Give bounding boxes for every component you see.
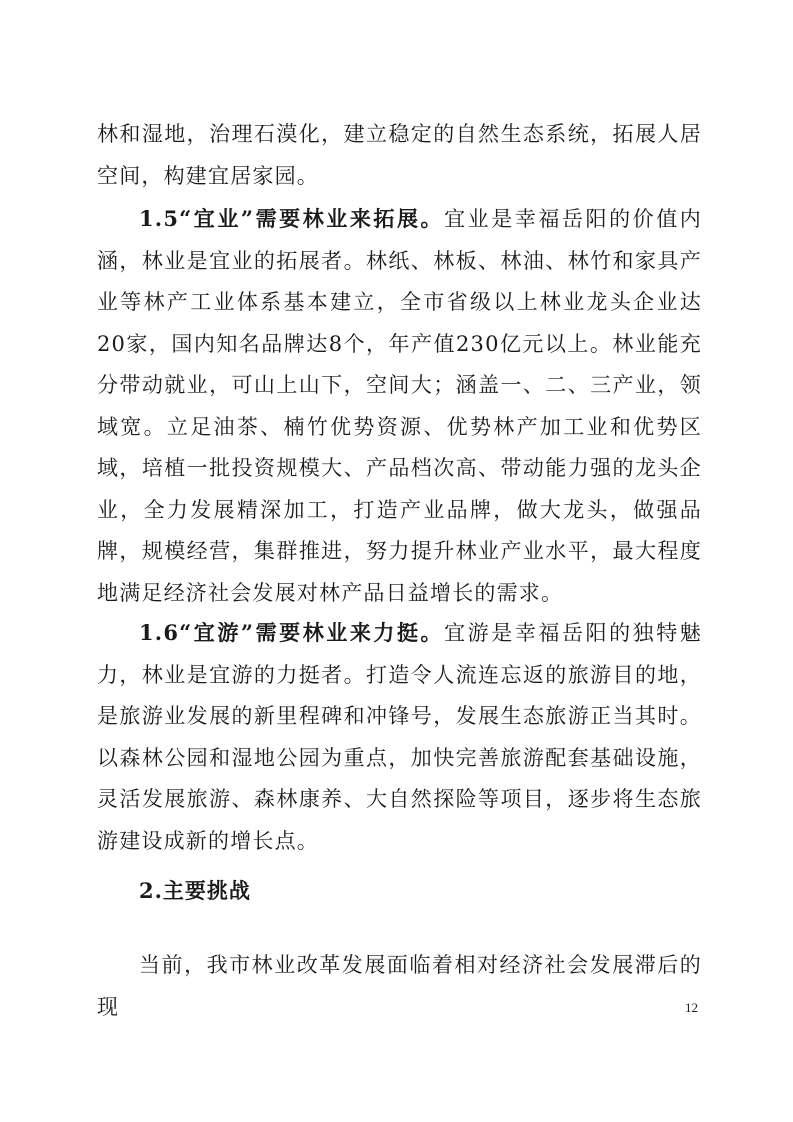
paragraph-continuation bbox=[97, 114, 702, 197]
paragraph-yiyou bbox=[97, 612, 702, 862]
paragraph-lead: 1.6“宜游”需要林业来力挺。 bbox=[139, 620, 445, 645]
section-heading: 2.主要挑战 bbox=[139, 878, 251, 903]
page-number: 12 bbox=[685, 1000, 698, 1015]
paragraph-body: 宜业是幸福岳阳的价值内涵，林业是宜业的拓展者。林纸、林板、林油、林竹和家具产业等林产工业体系基本建立，全市省级以上林业龙头企业达20家，国内知名品牌达8个，年产值230亿元以上。林业能充分带动就业，可山上山下，空间大；涵盖一、二、三产业，领域宽。立足油茶、楠竹优势资源、优势林产加工业和优势区域，培植一批投资规模大、产品档次高、带动能力强的龙头企业，全力发展精深加工，打造产业品牌，做大龙头，做强品牌，规模经营，集群推进，努力提升林业产业水平，最大程度地满足经济社会发展对林产品日益增长的需求。 bbox=[97, 207, 702, 605]
paragraph-body: 林和湿地，治理石漠化，建立稳定的自然生态系统，拓展人居空间，构建宜居家园。 bbox=[97, 122, 702, 188]
paragraph-yiye bbox=[97, 198, 702, 614]
paragraph-lead: 1.5“宜业”需要林业来拓展。 bbox=[139, 206, 445, 231]
paragraph-body: 宜游是幸福岳阳的独特魅力，林业是宜游的力挺者。打造令人流连忘返的旅游目的地，是旅游业发展的新里程碑和冲锋号，发展生态旅游正当其时。以森林公园和湿地公园为重点，加快完善旅游配套基础设施，灵活发展旅游、森林康养、大自然探险等项目，逐步将生态旅游建设成新的增长点。 bbox=[97, 621, 702, 853]
paragraph-challenges: 当前，我市林业改革发展面临着相对经济社会发展滞后的现 bbox=[97, 953, 702, 1019]
